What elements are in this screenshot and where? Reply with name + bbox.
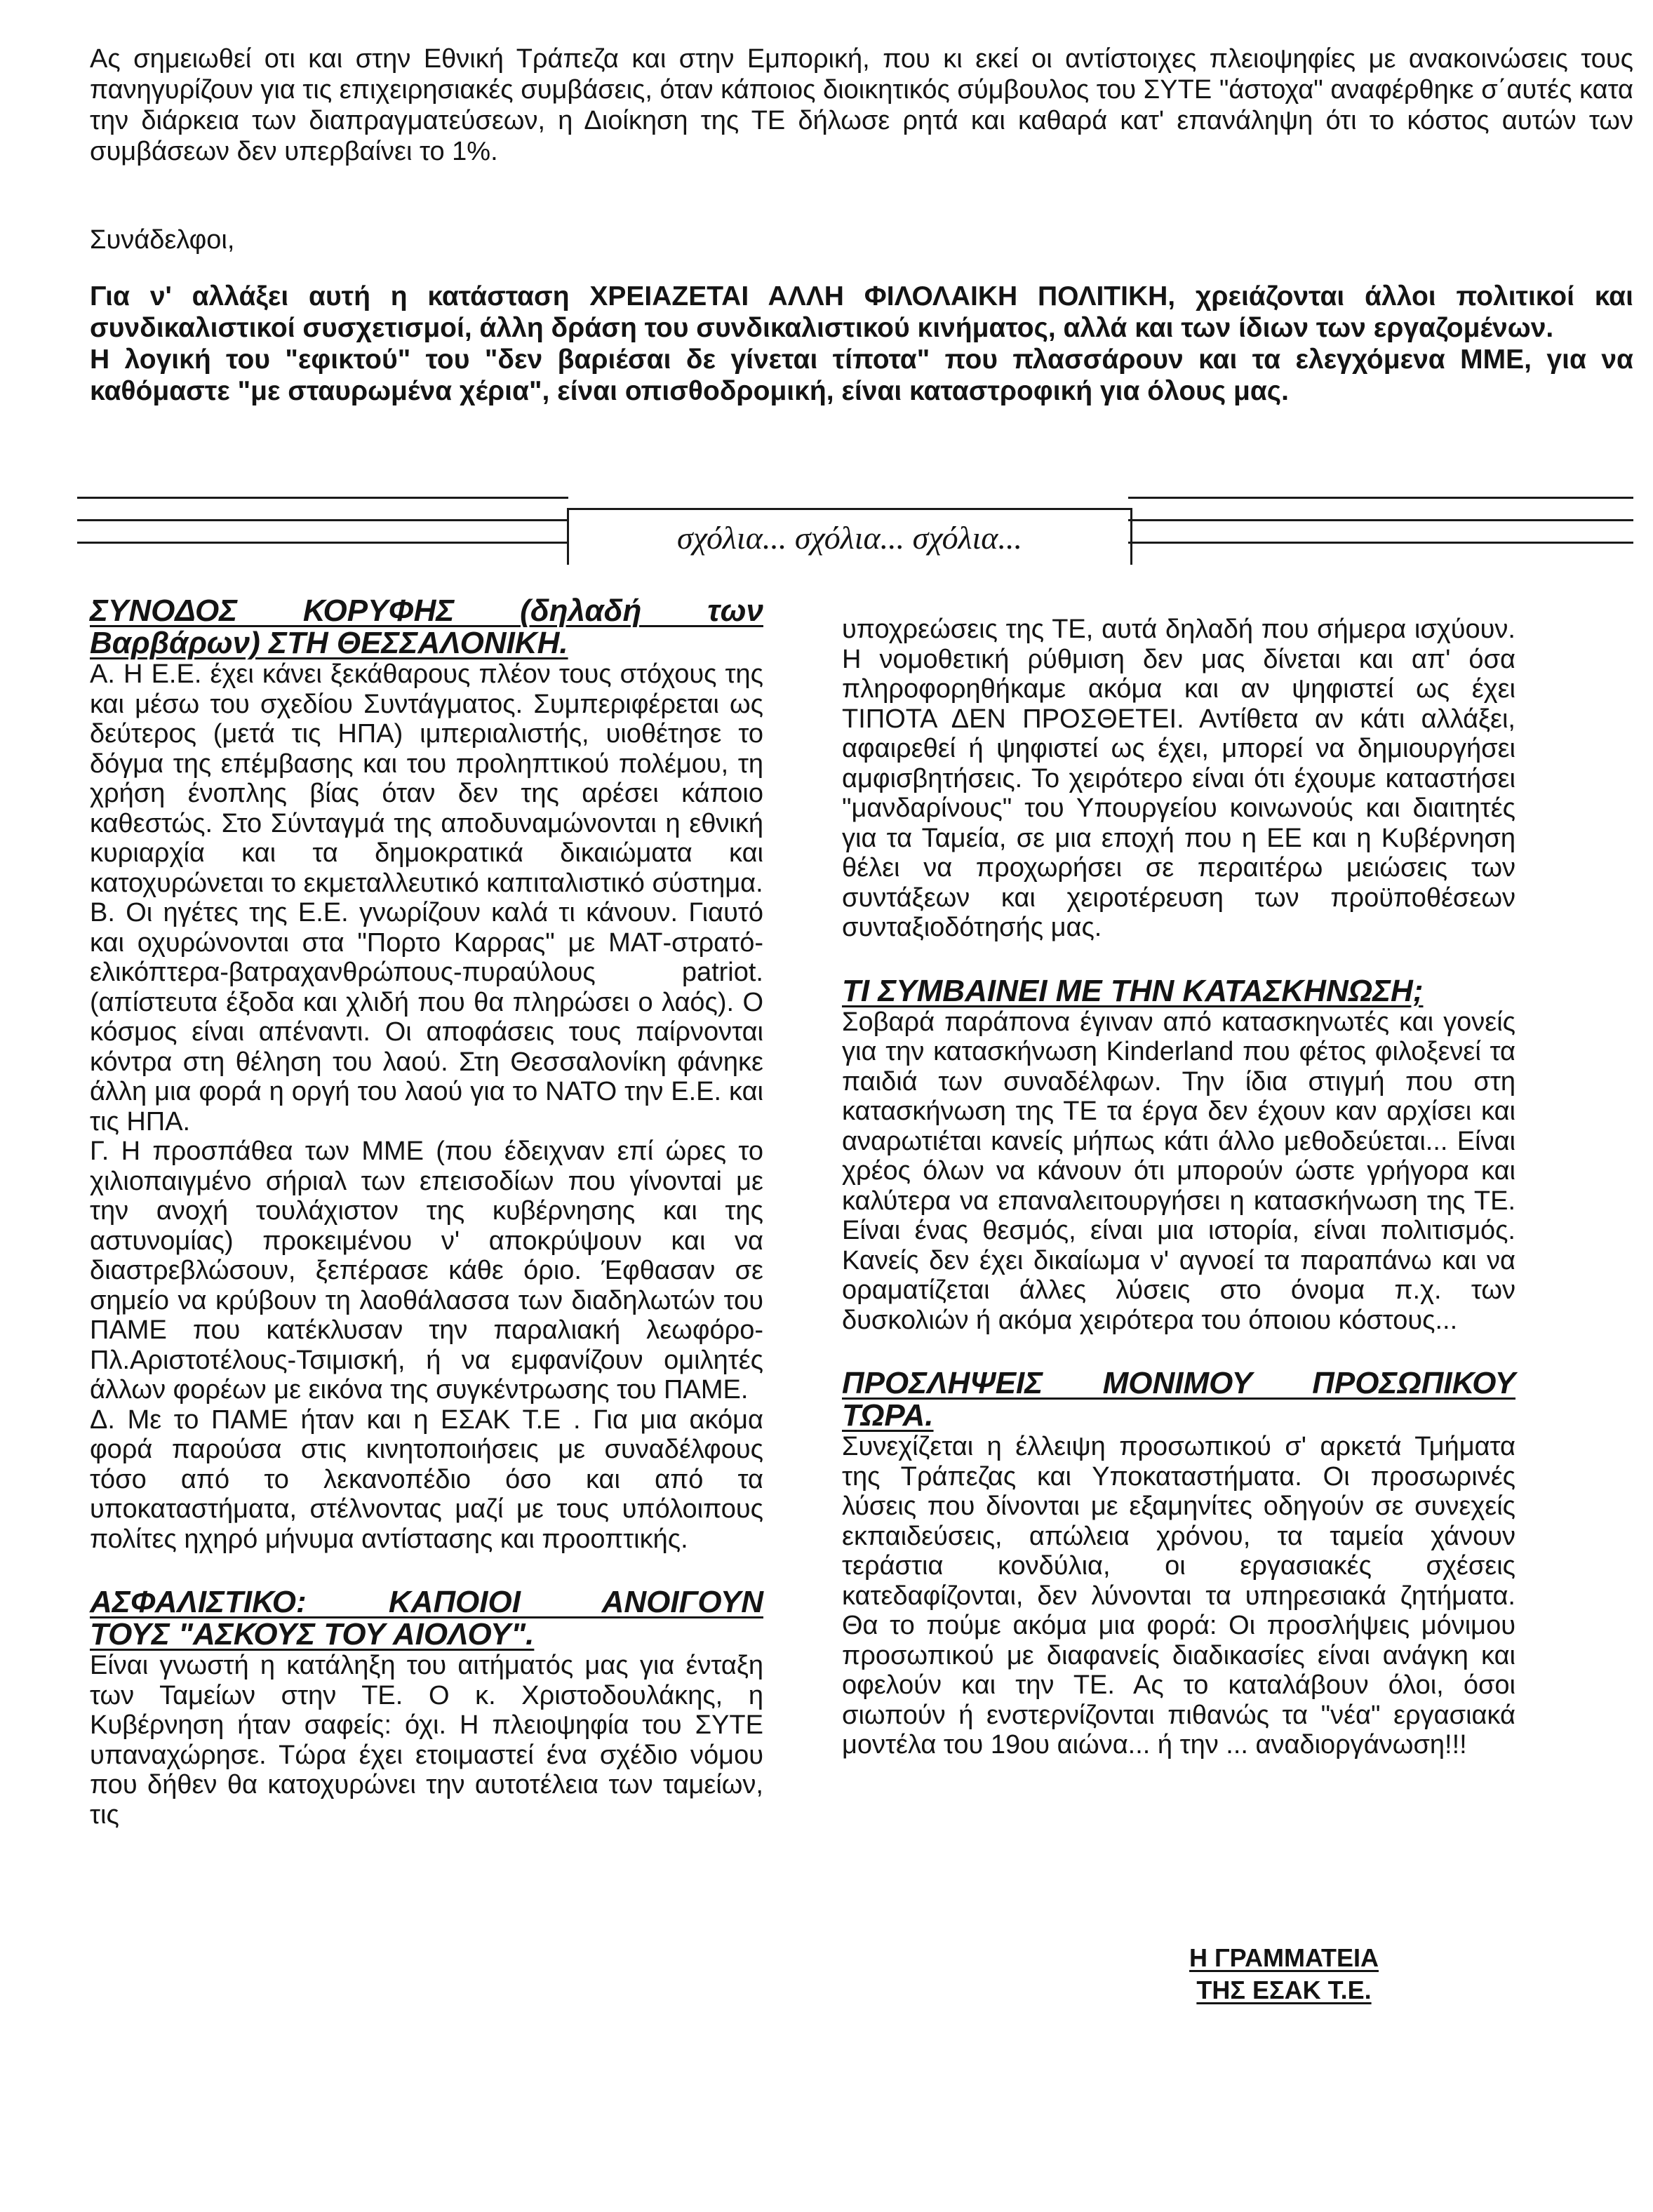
comments-banner-text: σχόλια... σχόλια... σχόλια...	[677, 519, 1022, 556]
summit-point-a: Α. Η Ε.Ε. έχει κάνει ξεκάθαρους πλέον τους στόχους της και μέσω του σχεδίου Συντάγματος. Συμπεριφέρεται ως δεύτερος (μετά τις ΗΠΑ) ιμπεριαλιστής, υιοθέτησε το δόγμα της επέμβασης και του προληπτικού πολέμου, τη χρήση ένοπλης βίας όταν δεν της αρέσει κάποιο καθεστώς. Στο Σύνταγμά της αποδυναμώνονται η εθνική κυριαρχία και τα δημοκρατικά δικαιώματα και κατοχυρώνεται το εκμεταλλευτικό καπιταλιστικό σύστημα.	[90, 659, 763, 898]
camp-heading	[842, 975, 1515, 1007]
summit-heading-line-1: ΣΥΝΟΔΟΣ ΚΟΡΥΦΗΣ (δηλαδή των	[90, 594, 763, 628]
signature-line-2: ΤΗΣ ΕΣΑΚ Τ.Ε.	[1196, 1976, 1372, 2004]
intro-paragraph: Ας σημειωθεί οτι και στην Εθνική Τράπεζα και στην Εμπορική, που κι εκεί οι αντίστοιχες πλειοψηφίες με ανακοινώσεις τους πανηγυρίζουν για τις επιχειρησιακές συμβάσεις, όταν κάποιος διοικητικός σύμβουλος του ΣΥΤΕ "άστοχα" αναφέρθηκε σ΄αυτές κατα την διάρκεια των διαπραγματεύσεων, η Διοίκηση της ΤΕ δήλωσε ρητά και καθαρά κατ' επανάληψη ότι το κόστος αυτών των συμβάσεων δεν υπερβαίνει το 1%.	[90, 44, 1633, 166]
summit-point-b: Β. Οι ηγέτες της Ε.Ε. γνωρίζουν καλά τι κάνουν. Γιαυτό και οχυρώνονται στα "Πορτο Καρρας" με ΜΑΤ-στρατό-ελικόπτερα-βατραχανθρώπους-πυραύλους patriot. (απίστευτα έξοδα και χλιδή που θα πληρώσει ο λαός). Ο κόσμος είναι απέναντι. Οι αποφάσεις τους παίρνονται κόντρα στη θέληση του λαού. Στη Θεσσαλονίκη φάνηκε άλλη μια φορά η οργή του λαού για το ΝΑΤΟ την Ε.Ε. και τις ΗΠΑ.	[90, 898, 763, 1137]
summit-heading	[90, 595, 763, 659]
signature-block	[1123, 1942, 1445, 2006]
bold-statement	[90, 281, 1633, 407]
left-column	[90, 595, 763, 1830]
intro-section	[90, 43, 1633, 167]
separator-rule-left-1	[77, 497, 568, 499]
insurance-body: Είναι γνωστή η κατάληξη του αιτήματός μας για ένταξη των Ταμείων στην ΤΕ. Ο κ. Χριστοδουλάκης, η Κυβέρνηση ήταν σαφείς: όχι. Η πλειοψηφία του ΣΥΤΕ υπαναχώρησε. Τώρα έχει ετοιμαστεί ένα σχέδιο νόμου που δήθεν θα κατοχυρώνει την αυτοτέλεια των ταμείων, τις	[90, 1651, 763, 1830]
summit-heading-line-2: Βαρβάρων) ΣΤΗ ΘΕΣΣΑΛΟΝΙΚΗ.	[90, 626, 568, 660]
bold-paragraph-2: Η λογική του "εφικτού" του "δεν βαριέσαι δε γίνεται τίποτα" που πλασσάρουν και τα ελεγχόμενα ΜΜΕ, για να καθόμαστε "με σταυρωμένα χέρια", είναι οπισθοδρομική, είναι καταστροφική για όλους μας.	[90, 344, 1633, 406]
greeting: Συνάδελφοι,	[90, 225, 235, 255]
comments-banner	[567, 508, 1132, 565]
right-column	[842, 615, 1515, 1760]
hiring-body: Συνεχίζεται η έλλειψη προσωπικού σ' αρκετά Τμήματα της Τράπεζας και Υποκαταστήματα. Οι προσωρινές λύσεις που δίνονται με εξαμηνίτες οδηγούν σε συνεχείς εκπαιδεύσεις, απώλεια χρόνου, τα ταμεία χάνουν τεράστια κονδύλια, οι εργασιακές σχέσεις κατεδαφίζονται, δεν λύνονται τα υπηρεσιακά ζητήματα. Θα το πούμε ακόμα μια φορά: Οι προσλήψεις μόνιμου προσωπικού με διαφανείς διαδικασίες είναι ανάγκη και οφελούν και την ΤΕ. Ας το καταλάβουν όλοι, όσοι σιωπούν ή ενστερνίζονται πιθανώς τα "νέα" εργασιακά μοντέλα του 19ου αιώνα... ή την ... αναδιοργάνωση!!!	[842, 1432, 1515, 1759]
insurance-heading	[90, 1586, 763, 1651]
hiring-heading-line-1: ΠΡΟΣΛΗΨΕΙΣ ΜΟΝΙΜΟΥ ΠΡΟΣΩΠΙΚΟΥ	[842, 1366, 1515, 1400]
hiring-heading-line-2: ΤΩΡΑ.	[842, 1398, 934, 1433]
camp-body: Σοβαρά παράπονα έγιναν από κατασκηνωτές και γονείς για την κατασκήνωση Kinderland που φέτος φιλοξενεί τα παιδιά των συναδέλφων. Την ίδια στιγμή που στη κατασκήνωση της ΤΕ τα έργα δεν έχουν καν αρχίσει και αναρωτιέται κανείς μήπως κάτι άλλο μεθοδεύεται... Είναι χρέος όλων να κάνουν ότι μπορούν ώστε γρήγορα και καλύτερα να επαναλειτουργήσει η κατασκήνωση της ΤΕ. Είναι ένας θεσμός, είναι μια ιστορία, είναι πολιτισμός. Κανείς δεν έχει δικαίωμα ν' αγνοεί τα παραπάνω και να οραματίζεται άλλες λύσεις στο όνομα π.χ. των δυσκολιών ή ακόμα χειρότερα του όποιου κόστους...	[842, 1007, 1515, 1335]
separator-rule-right-2	[1128, 519, 1633, 521]
separator-rule-left-3	[77, 542, 568, 544]
hiring-heading	[842, 1367, 1515, 1432]
signature-line-1: Η ΓΡΑΜΜΑΤΕΙΑ	[1189, 1943, 1379, 1972]
separator-rule-right-1	[1128, 497, 1633, 499]
insurance-heading-line-2: ΤΟΥΣ "ΑΣΚΟΥΣ ΤΟΥ ΑΙΟΛΟΥ".	[90, 1617, 535, 1651]
insurance-continuation: υποχρεώσεις της ΤΕ, αυτά δηλαδή που σήμερα ισχύουν. Η νομοθετική ρύθμιση δεν μας δίνεται και απ' όσα πληροφορηθήκαμε ακόμα και αν ψηφιστεί ως έχει ΤΙΠΟΤΑ ΔΕΝ ΠΡΟΣΘΕΤΕΙ. Αντίθετα αν κάτι αλλάξει, αφαιρεθεί ή ψηφιστεί ως έχει, μπορεί να δημιουργήσει αμφισβητήσεις. Το χειρότερο είναι ότι έχουμε καταστήσει "μανδαρίνους" του Υπουργείου κοινωνούς και διαιτητές για τα Ταμεία, σε μια εποχή που η ΕΕ και η Κυβέρνηση θέλει να προχωρήσει σε περαιτέρω μειώσεις των συντάξεων και χειροτέρευση των προϋποθέσεων συνταξιοδότησής μας.	[842, 615, 1515, 942]
summit-point-d: Δ. Με το ΠΑΜΕ ήταν και η ΕΣΑΚ Τ.Ε . Για μια ακόμα φορά παρούσα στις κινητοποιήσεις με συναδέλφους τόσο από το λεκανοπέδιο όσο και από τα υποκαταστήματα, στέλνοντας μαζί με τους υπόλοιπους πολίτες ηχηρό μήνυμα αντίστασης και προοπτικής.	[90, 1405, 763, 1554]
insurance-heading-line-1: ΑΣΦΑΛΙΣΤΙΚΟ: ΚΑΠΟΙΟΙ ΑΝΟΙΓΟΥΝ	[90, 1585, 763, 1619]
separator-rule-left-2	[77, 519, 568, 521]
bold-paragraph-1: Για ν' αλλάξει αυτή η κατάσταση ΧΡΕΙΑΖΕΤΑΙ ΑΛΛΗ ΦΙΛΟΛΑΙΚΗ ΠΟΛΙΤΙΚΗ, χρειάζονται άλλοι πολιτικοί και συνδικαλιστικοί συσχετισμοί, άλλη δράση του συνδικαλιστικού κινήματος, αλλά και των ίδιων των εργαζομένων.	[90, 281, 1633, 343]
separator-rule-right-3	[1128, 542, 1633, 544]
summit-point-c: Γ. Η προσπάθεα των ΜΜΕ (που έδειχναν επί ώρες το χιλιοπαιγμένο σήριαλ των επεισοδίων που γίνονταi με την ανοχή τουλάχιστον της κυβέρνησης και της αστυνομίας) προκειμένου ν' αποκρύψουν και να διαστρεβλώσουν, ξεπέρασε κάθε όριο. Έφθασαν σε σημείο να κρύβουν τη λαοθάλασσα των διαδηλωτών του ΠΑΜΕ που κατέκλυσαν την παραλιακή λεωφόρο-Πλ.Αριστοτέλους-Τσιμισκή, ή να εμφανίζουν ομιλητές άλλων φορέων με εικόνα της συγκέντρωσης του ΠΑΜΕ.	[90, 1137, 763, 1405]
camp-heading-text: ΤΙ ΣΥΜΒΑΙΝΕΙ ΜΕ ΤΗΝ ΚΑΤΑΣΚΗΝΩΣΗ;	[842, 973, 1424, 1008]
